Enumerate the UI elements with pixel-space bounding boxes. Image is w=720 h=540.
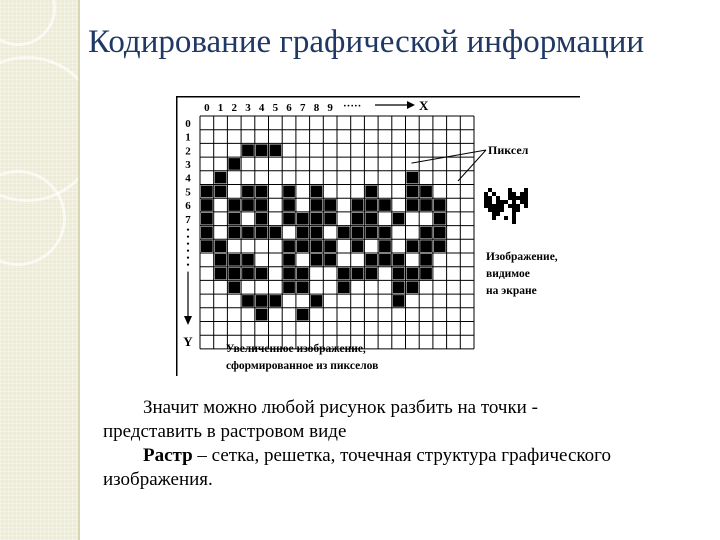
grid-pixel [228,268,240,280]
y-tick-label: 3 [185,158,191,171]
screen-pixel [508,196,512,200]
grid-pixel [311,227,323,239]
y-axis-dot [187,257,189,259]
y-tick-label: 5 [185,186,191,199]
x-axis-arrowhead [407,101,415,109]
screen-pixel [488,196,492,200]
grid-pixel [324,254,336,266]
y-tick-label: 0 [185,117,191,130]
grid-pixel [379,227,391,239]
slide-title: Кодирование графической информации [88,24,645,60]
grid-pixel [379,254,391,266]
grid-pixel [242,227,254,239]
grid-pixel [420,254,432,266]
grid-pixel [420,240,432,252]
screen-pixel [524,192,528,196]
grid-pixel [242,186,254,198]
grid-pixel [311,295,323,307]
y-tick-label: 4 [185,172,191,185]
grid-pixel [201,240,213,252]
screen-pixel [512,220,516,224]
x-tick-label: 5 [272,102,279,114]
grid-caption-line: сформированное из пикселов [226,360,379,372]
grid-pixel [270,144,282,156]
screen-pixel [508,188,512,192]
x-axis-dots: ····· [343,100,362,112]
grid-pixel [283,281,295,293]
slide-body [103,396,623,492]
decorative-circle [0,0,56,46]
raster-definition: – сетка, решетка, точечная структура графического изображения. [103,445,611,490]
grid-pixel [407,281,419,293]
screen-pixel [492,212,496,216]
grid-pixel [338,268,350,280]
grid-pixel [256,227,268,239]
grid-pixel [352,213,364,225]
grid-pixel [393,213,405,225]
grid-pixel [365,213,377,225]
grid-pixel [228,213,240,225]
y-axis-dot [187,264,189,266]
grid-pixel [434,213,446,225]
screen-pixel [496,196,500,200]
grid-pixel [393,295,405,307]
grid-pixel [311,240,323,252]
grid-pixel [283,240,295,252]
y-tick-label: 6 [185,200,191,213]
screen-pixel [488,188,492,192]
grid-pixel [256,213,268,225]
screen-pixel [484,204,488,208]
x-tick-label: 9 [327,102,333,114]
decorative-sidebar [0,0,78,540]
grid-pixel [283,213,295,225]
pixel-callout-line [412,150,487,163]
body-line-1: Значит можно любой рисунок разбить на точки - представить в растровом виде [103,397,538,442]
screen-pixel [484,196,488,200]
grid-pixel [242,268,254,280]
screen-pixel [496,208,500,212]
grid-pixel [324,240,336,252]
y-axis-dot [187,250,189,252]
screen-caption-line: Изображение, [486,251,558,263]
grid-pixel [407,240,419,252]
raster-term: Растр [143,445,193,466]
grid-pixel [365,199,377,211]
grid-pixel [434,240,446,252]
grid-pixel [407,186,419,198]
grid-pixel [283,254,295,266]
screen-pixel [512,204,516,208]
screen-pixel [492,204,496,208]
grid-pixel [365,254,377,266]
grid-pixel [283,186,295,198]
grid-pixel [201,199,213,211]
pixel-callout-label: Пиксел [488,143,529,157]
grid-pixel [324,199,336,211]
grid-pixel [393,268,405,280]
screen-pixel [488,204,492,208]
screen-pixel [516,196,520,200]
grid-pixel [215,172,227,184]
grid-pixel [297,281,309,293]
grid-pixel [215,186,227,198]
screen-pixel [520,196,524,200]
grid-pixel [242,295,254,307]
grid-pixel [270,295,282,307]
grid-pixel [215,240,227,252]
grid-pixel [256,144,268,156]
grid-pixel [215,254,227,266]
grid-pixel [242,199,254,211]
grid-pixel [283,268,295,280]
grid-pixel [256,309,268,321]
screen-pixel [516,204,520,208]
grid-pixel [215,268,227,280]
grid-pixel [420,186,432,198]
body-paragraph-1 [103,396,623,444]
screen-pixel [516,208,520,212]
raster-figure-svg [176,96,586,381]
grid-pixel [324,213,336,225]
grid-pixel [338,281,350,293]
screen-pixel [488,208,492,212]
screen-pixel [512,192,516,196]
y-axis-arrowhead [184,316,192,325]
screen-pixel [500,208,504,212]
y-tick-label: 2 [185,145,191,158]
screen-pixel [512,200,516,204]
grid-pixel [352,240,364,252]
x-tick-label: 4 [258,102,265,114]
grid-pixel [228,227,240,239]
grid-pixel [256,186,268,198]
grid-pixel [407,172,419,184]
screen-pixel [512,212,516,216]
screen-caption-line: видимое [486,268,530,280]
screen-pixel [484,192,488,196]
grid-pixel [297,268,309,280]
grid-pixel [338,227,350,239]
grid-pixel [311,213,323,225]
grid-pixel [352,227,364,239]
screen-pixel [524,188,528,192]
screen-pixel [492,216,496,220]
screen-pixel [500,200,504,204]
grid-pixel [393,281,405,293]
screen-caption-line: на экране [486,285,537,297]
grid-pixel [297,309,309,321]
sidebar-divider [78,0,80,540]
grid-pixel [311,199,323,211]
y-axis-dot [187,243,189,245]
grid-pixel [420,227,432,239]
screen-pixel [488,200,492,204]
x-axis-label: X [419,98,429,113]
y-axis-dot [187,229,189,231]
grid-caption-line: Увеличенное изображение, [226,343,366,355]
screen-pixel [512,208,516,212]
grid-pixel [311,254,323,266]
screen-pixel [500,204,504,208]
x-tick-label: 8 [313,102,320,114]
grid-pixel [228,254,240,266]
grid-pixel [297,213,309,225]
body-paragraph-2 [103,444,623,492]
grid-pixel [201,186,213,198]
screen-pixel [484,200,488,204]
screen-pixel [504,216,508,220]
grid-pixel [393,254,405,266]
screen-pixel [512,216,516,220]
grid-pixel [379,199,391,211]
grid-pixel [434,199,446,211]
grid-pixel [311,186,323,198]
x-tick-label: 2 [231,102,237,114]
screen-pixel [508,204,512,208]
x-tick-label: 3 [245,102,251,114]
screen-pixel [504,200,508,204]
grid-pixel [228,281,240,293]
x-tick-label: 0 [204,102,210,114]
grid-pixel [407,199,419,211]
grid-pixel [270,227,282,239]
y-tick-label: 1 [185,131,191,144]
screen-pixel [524,200,528,204]
grid-pixel [201,227,213,239]
grid-pixel [256,199,268,211]
y-tick-label: 7 [185,213,191,226]
x-tick-label: 7 [300,102,306,114]
grid-pixel [365,227,377,239]
grid-pixel [365,268,377,280]
grid-pixel [242,254,254,266]
grid-pixel [297,227,309,239]
grid-pixel [365,186,377,198]
screen-pixel [524,204,528,208]
y-axis-label: Y [183,334,193,349]
y-axis-dot [187,236,189,238]
grid-pixel [256,268,268,280]
grid-pixel [201,213,213,225]
x-tick-label: 1 [217,102,224,114]
x-tick-label: 6 [286,102,292,114]
grid-pixel [228,158,240,170]
grid-pixel [434,227,446,239]
grid-pixel [352,268,364,280]
grid-pixel [352,199,364,211]
grid-pixel [297,240,309,252]
screen-pixel [512,196,516,200]
grid-pixel [379,240,391,252]
screen-pixel [508,192,512,196]
grid-pixel [283,199,295,211]
raster-figure [176,96,586,386]
screen-pixel [524,196,528,200]
screen-pixel [496,200,500,204]
grid-pixel [407,268,419,280]
grid-pixel [420,199,432,211]
grid-pixel [242,144,254,156]
screen-pixel [496,204,500,208]
screen-pixel [520,192,524,196]
screen-pixel [520,200,524,204]
grid-pixel [256,295,268,307]
screen-pixel [492,192,496,196]
grid-pixel [420,268,432,280]
screen-pixel [492,208,496,212]
grid-pixel [228,199,240,211]
screen-pixel [496,212,500,216]
